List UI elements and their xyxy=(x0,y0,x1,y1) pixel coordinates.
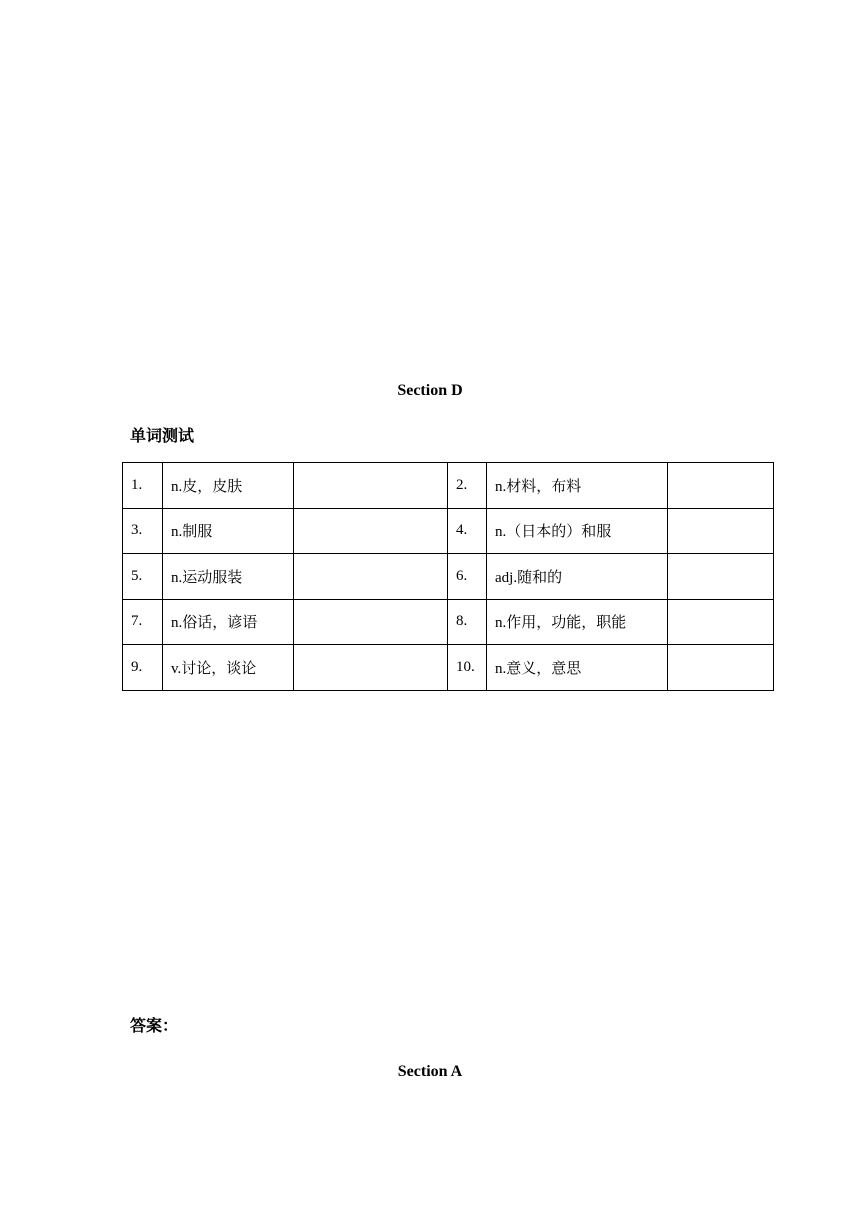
answer-blank xyxy=(294,463,448,509)
item-definition: n.（日本的）和服 xyxy=(487,508,668,554)
item-definition: adj.随和的 xyxy=(487,554,668,600)
item-definition: n.材料，布料 xyxy=(487,463,668,509)
item-number: 10. xyxy=(448,645,487,691)
item-number: 5. xyxy=(123,554,163,600)
item-definition: n.意义，意思 xyxy=(487,645,668,691)
table-row xyxy=(123,599,774,645)
answer-blank xyxy=(294,645,448,691)
item-definition: v.讨论，谈论 xyxy=(163,645,294,691)
item-number: 1. xyxy=(123,463,163,509)
item-number: 2. xyxy=(448,463,487,509)
table-row xyxy=(123,508,774,554)
section-a-title: Section A xyxy=(397,1063,463,1080)
item-definition: n.俗话，谚语 xyxy=(163,599,294,645)
vocab-table xyxy=(122,462,774,691)
item-definition: n.运动服装 xyxy=(163,554,294,600)
section-d-title: Section D xyxy=(397,382,463,399)
item-definition: n.作用，功能，职能 xyxy=(487,599,668,645)
answer-blank xyxy=(294,508,448,554)
answer-blank xyxy=(668,554,774,600)
answer-blank xyxy=(668,508,774,554)
item-number: 6. xyxy=(448,554,487,600)
vocab-test-heading: 单词测试 xyxy=(130,426,195,445)
table-row xyxy=(123,463,774,509)
item-number: 8. xyxy=(448,599,487,645)
item-number: 7. xyxy=(123,599,163,645)
table-row xyxy=(123,645,774,691)
item-number: 4. xyxy=(448,508,487,554)
answer-blank xyxy=(294,554,448,600)
item-number: 3. xyxy=(123,508,163,554)
answer-blank xyxy=(294,599,448,645)
item-definition: n.皮，皮肤 xyxy=(163,463,294,509)
item-number: 9. xyxy=(123,645,163,691)
answer-blank xyxy=(668,645,774,691)
answer-blank xyxy=(668,463,774,509)
answer-blank xyxy=(668,599,774,645)
table-row xyxy=(123,554,774,600)
item-definition: n.制服 xyxy=(163,508,294,554)
answers-heading: 答案： xyxy=(130,1016,179,1035)
